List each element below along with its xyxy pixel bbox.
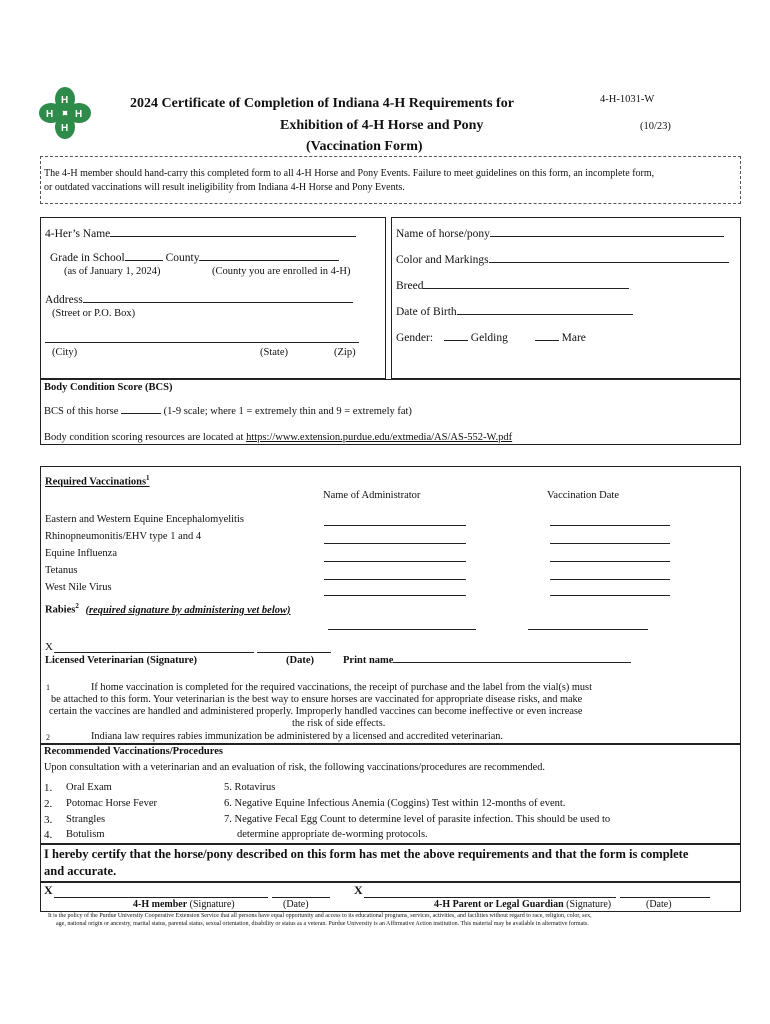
vaccine-influenza: Equine Influenza xyxy=(45,548,118,559)
date-of-birth-field[interactable] xyxy=(396,306,633,318)
page-title-line1: 2024 Certificate of Completion of Indiana 4-H Requirements for xyxy=(130,96,514,111)
member-signature-x: X xyxy=(44,883,53,897)
member-name-label: 4-Her’s Name xyxy=(45,228,111,240)
svg-text:H: H xyxy=(61,123,69,134)
footer-line1: It is the policy of the Purdue University Cooperative Extension Service that all persons have equal opportunity and access to its educational programs, services, activities, and facilities without regard to race, religion, color, sex, xyxy=(48,913,592,919)
rec-left-item-1: Oral Exam xyxy=(66,782,112,793)
notice-line1: The 4-H member should hand-carry this completed form to all 4-H Horse and Pony Events. Failure to meet guidelines on this form, an incomplete form, xyxy=(44,168,655,179)
print-name-label: Print name xyxy=(343,655,394,666)
rec-left-item-4: Botulism xyxy=(66,829,105,840)
rec-right-item-6: 6. Negative Equine Infectious Anemia (Coggins) Test within 12-months of event. xyxy=(224,798,566,809)
svg-text:H: H xyxy=(46,109,54,120)
rec-left-item-2: Potomac Horse Fever xyxy=(66,798,157,809)
breed-field[interactable] xyxy=(396,280,629,292)
rec-left-num-1: 1. xyxy=(44,782,53,794)
recommended-heading: Recommended Vaccinations/Procedures xyxy=(44,746,223,757)
4h-clover-logo-icon xyxy=(38,86,92,140)
parent-date-label: (Date) xyxy=(646,899,672,910)
date-of-birth-label: Date of Birth xyxy=(396,306,457,318)
notice-line2: or outdated vaccinations will result ineligibility from Indiana 4-H Horse and Pony Events. xyxy=(44,182,405,193)
bcs-resources-link[interactable]: https://www.extension.purdue.edu/extmedia/AS/AS-552-W.pdf xyxy=(246,432,513,443)
date-line-3[interactable] xyxy=(550,561,670,562)
vet-signature-label: Licensed Veterinarian (Signature) xyxy=(45,655,198,666)
bcs-resources xyxy=(44,432,512,443)
member-name-field[interactable] xyxy=(45,228,356,240)
parent-signature-label: 4-H Parent or Legal Guardian (Signature) xyxy=(434,899,612,910)
footnote-1-line4: the risk of side effects. xyxy=(292,718,386,729)
footnote-1-num: 1 xyxy=(46,683,50,692)
admin-line-2[interactable] xyxy=(324,543,466,544)
state-note: (State) xyxy=(260,347,288,358)
required-heading: Required Vaccinations$^1$ xyxy=(45,474,150,488)
zip-note: (Zip) xyxy=(334,347,356,358)
member-signature-label: 4-H member (Signature) xyxy=(133,899,235,910)
bcs-score-label: BCS of this horse xyxy=(44,406,119,417)
footnote-2-num: 2 xyxy=(46,733,50,742)
date-line-2[interactable] xyxy=(550,543,670,544)
horse-name-label: Name of horse/pony xyxy=(396,228,490,240)
county-label: County xyxy=(165,252,200,264)
rabies-row: Rabies$^2$ (required signature by administering vet below) xyxy=(45,602,291,616)
rec-left-item-3: Strangles xyxy=(66,814,106,825)
member-signature-line[interactable] xyxy=(54,897,268,898)
grade-note: (as of January 1, 2024) xyxy=(64,266,161,277)
vet-signature-line[interactable] xyxy=(54,652,254,653)
date-line-4[interactable] xyxy=(550,579,670,580)
member-date-label: (Date) xyxy=(283,899,309,910)
rec-right-item-5: 5. Rotavirus xyxy=(224,782,276,793)
color-markings-label: Color and Markings xyxy=(396,254,489,266)
bcs-score-field[interactable] xyxy=(44,406,412,417)
rec-left-num-2: 2. xyxy=(44,798,53,810)
rec-left-num-3: 3. xyxy=(44,814,53,826)
rabies-admin-line[interactable] xyxy=(328,629,476,630)
grade-county-field[interactable] xyxy=(50,252,339,264)
rec-right-item-7-cont: determine appropriate de-worming protocols. xyxy=(237,829,428,840)
print-name-field[interactable] xyxy=(343,655,631,666)
mare-option[interactable]: Mare xyxy=(561,332,586,344)
grade-label: Grade in School xyxy=(50,252,125,264)
gender-field[interactable] xyxy=(396,332,586,344)
bcs-resources-label: Body condition scoring resources are located at xyxy=(44,432,244,443)
footnote-1-line2: be attached to this form. Your veterinarian is the best way to ensure horses are vaccinated for appropriate disease risks, and make xyxy=(51,694,583,705)
col-admin-header: Name of Administrator xyxy=(323,490,421,501)
street-note: (Street or P.O. Box) xyxy=(52,308,136,319)
page-title-line3: (Vaccination Form) xyxy=(306,139,423,154)
horse-name-field[interactable] xyxy=(396,228,724,240)
horse-info-box xyxy=(391,217,741,379)
footnote-1-line1: If home vaccination is completed for the required vaccinations, the receipt of purchase and the label from the vial(s) must xyxy=(91,682,592,693)
rec-left-num-4: 4. xyxy=(44,829,53,841)
admin-line-5[interactable] xyxy=(324,595,466,596)
vet-date-line[interactable] xyxy=(257,652,331,653)
gelding-option[interactable]: Gelding xyxy=(470,332,508,344)
footnote-1-line3: certain the vaccines are handled and administered properly. Improperly handled vaccines can become ineffective or even increase xyxy=(49,706,583,717)
footer-line2: age, national origin or ancestry, marital status, parental status, sexual orientation, disability or status as a veteran. Purdue University is an Affirmative Action institution. This material may be available in alternative formats. xyxy=(56,921,589,927)
parent-signature-line[interactable] xyxy=(364,897,616,898)
svg-text:H: H xyxy=(75,109,83,120)
col-date-header: Vaccination Date xyxy=(547,490,620,501)
date-line-1[interactable] xyxy=(550,525,670,526)
svg-text:H: H xyxy=(61,95,69,106)
admin-line-4[interactable] xyxy=(324,579,466,580)
parent-date-line[interactable] xyxy=(620,897,710,898)
vaccine-rhino-ehv: Rhinopneumonitis/EHV type 1 and 4 xyxy=(45,531,202,542)
address-field[interactable] xyxy=(45,294,353,306)
vaccine-west-nile: West Nile Virus xyxy=(45,582,112,593)
vaccine-tetanus: Tetanus xyxy=(45,565,78,576)
notice-box xyxy=(40,156,741,204)
footnote-2-line1: Indiana law requires rabies immunization be administered by a licensed and accredited veterinarian. xyxy=(91,731,503,742)
gender-label: Gender: xyxy=(396,332,434,344)
form-date: (10/23) xyxy=(640,121,671,132)
rabies-date-line[interactable] xyxy=(528,629,648,630)
county-note: (County you are enrolled in 4-H) xyxy=(212,266,351,277)
certify-line1: I hereby certify that the horse/pony described on this form has met the above requirements and that the form is complete xyxy=(44,847,689,861)
vet-date-label: (Date) xyxy=(286,655,314,666)
address-label: Address xyxy=(45,294,83,306)
admin-line-3[interactable] xyxy=(324,561,466,562)
admin-line-1[interactable] xyxy=(324,525,466,526)
member-date-line[interactable] xyxy=(272,897,330,898)
vet-signature-x: X xyxy=(45,641,53,653)
city-state-zip-line[interactable] xyxy=(45,342,359,343)
form-number: 4-H-1031-W xyxy=(600,94,655,105)
color-markings-field[interactable] xyxy=(396,254,729,266)
city-note: (City) xyxy=(52,347,78,358)
date-line-5[interactable] xyxy=(550,595,670,596)
page-title-line2: Exhibition of 4-H Horse and Pony xyxy=(280,118,484,133)
vaccine-eee-wee: Eastern and Western Equine Encephalomyelitis xyxy=(45,514,244,525)
bcs-scale-note: (1-9 scale; where 1 = extremely thin and 9 = extremely fat) xyxy=(163,406,412,417)
breed-label: Breed xyxy=(396,280,424,292)
recommended-intro: Upon consultation with a veterinarian and an evaluation of risk, the following vaccinations/procedures are recommended. xyxy=(44,762,545,773)
bcs-heading: Body Condition Score (BCS) xyxy=(44,382,173,393)
certify-line2: and accurate. xyxy=(44,864,117,878)
parent-signature-x: X xyxy=(354,883,363,897)
rec-right-item-7: 7. Negative Fecal Egg Count to determine level of parasite infection. This should be used to xyxy=(224,814,611,825)
